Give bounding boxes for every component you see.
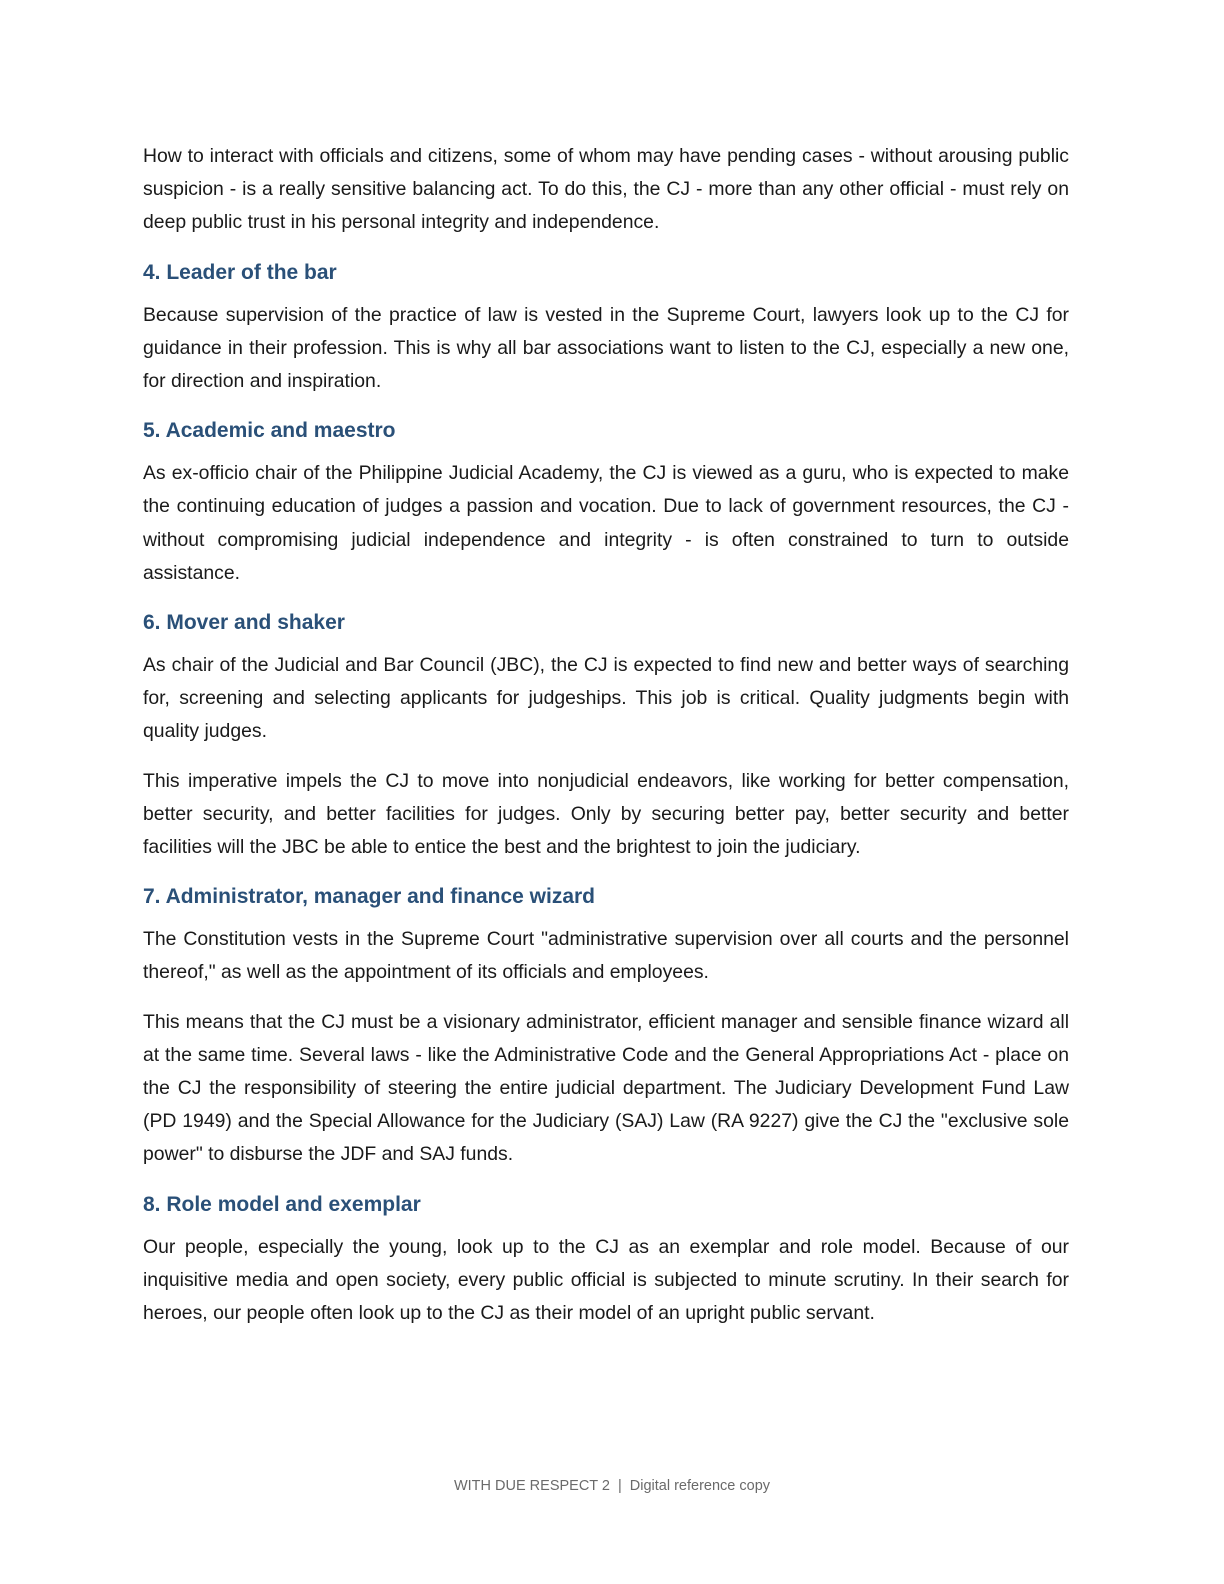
section-heading: 7. Administrator, manager and finance wizard — [143, 885, 596, 909]
section-heading: 6. Mover and shaker — [143, 611, 345, 635]
paragraph: The Constitution vests in the Supreme Court "administrative supervision over all courts and the personnel thereof," as well as the appointment of its officials and employees. — [143, 928, 1069, 984]
paragraph: As ex-officio chair of the Philippine Judicial Academy, the CJ is viewed as a guru, who is expected to make the continuing education of judges a passion and vocation. Due to lack of government resources, the CJ - without compromising judicial independence and integrity - is often constrained to turn to outside assistance. — [143, 462, 1069, 584]
footer-title: WITH DUE RESPECT 2 — [453, 1478, 610, 1494]
section-heading: 5. Academic and maestro — [143, 419, 396, 443]
section-intro — [143, 140, 1069, 240]
paragraph: This means that the CJ must be a visionary administrator, efficient manager and sensible finance wizard all at the same time. Several laws - like the Administrative Code and the General Appropriations Act - place on the CJ the responsibility of steering the entire judicial department. The Judiciary Development Fund Law (PD 1949) and the Special Allowance for the Judiciary (SAJ) Law (RA 9227) give the CJ the "exclusive sole power" to disburse the JDF and SAJ funds. — [143, 1010, 1069, 1166]
section-administrator — [143, 880, 1069, 1171]
section-mover-and-shaker — [143, 606, 1069, 864]
paragraph: As chair of the Judicial and Bar Council (JBC), the CJ is expected to find new and better ways of searching for, screening and selecting applicants for judgeships. This job is critical. Quality judgments begin with quality judges. — [143, 654, 1069, 743]
page-footer — [0, 1478, 1224, 1494]
section-academic-and-maestro — [143, 414, 1069, 590]
paragraph: Our people, especially the young, look up to the CJ as an exemplar and role model. Because of our inquisitive media and open society, every public official is subjected to minute scrutiny. In their search for heroes, our people often look up to the CJ as their model of an upright public servant. — [143, 1235, 1069, 1325]
footer-note: Digital reference copy — [629, 1478, 771, 1494]
section-role-model — [143, 1188, 1069, 1331]
document-page — [143, 140, 1069, 1346]
paragraph: This imperative impels the CJ to move into nonjudicial endeavors, like working for better compensation, better security, and better facilities for judges. Only by securing better pay, better security and better facilities will the JBC be able to entice the best and the brightest to join the judiciary. — [143, 769, 1069, 859]
section-heading: 4. Leader of the bar — [143, 260, 337, 284]
footer-separator: | — [618, 1478, 622, 1494]
section-heading: 8. Role model and exemplar — [143, 1192, 421, 1216]
section-leader-of-the-bar — [143, 256, 1069, 399]
paragraph: Because supervision of the practice of law is vested in the Supreme Court, lawyers look up to the CJ for guidance in their profession. This is why all bar associations want to listen to the CJ, especially a new one, for direction and inspiration. — [143, 303, 1069, 393]
paragraph: How to interact with officials and citizens, some of whom may have pending cases - without arousing public suspicion - is a really sensitive balancing act. To do this, the CJ - more than any other official - must rely on deep public trust in his personal integrity and independence. — [143, 145, 1069, 234]
